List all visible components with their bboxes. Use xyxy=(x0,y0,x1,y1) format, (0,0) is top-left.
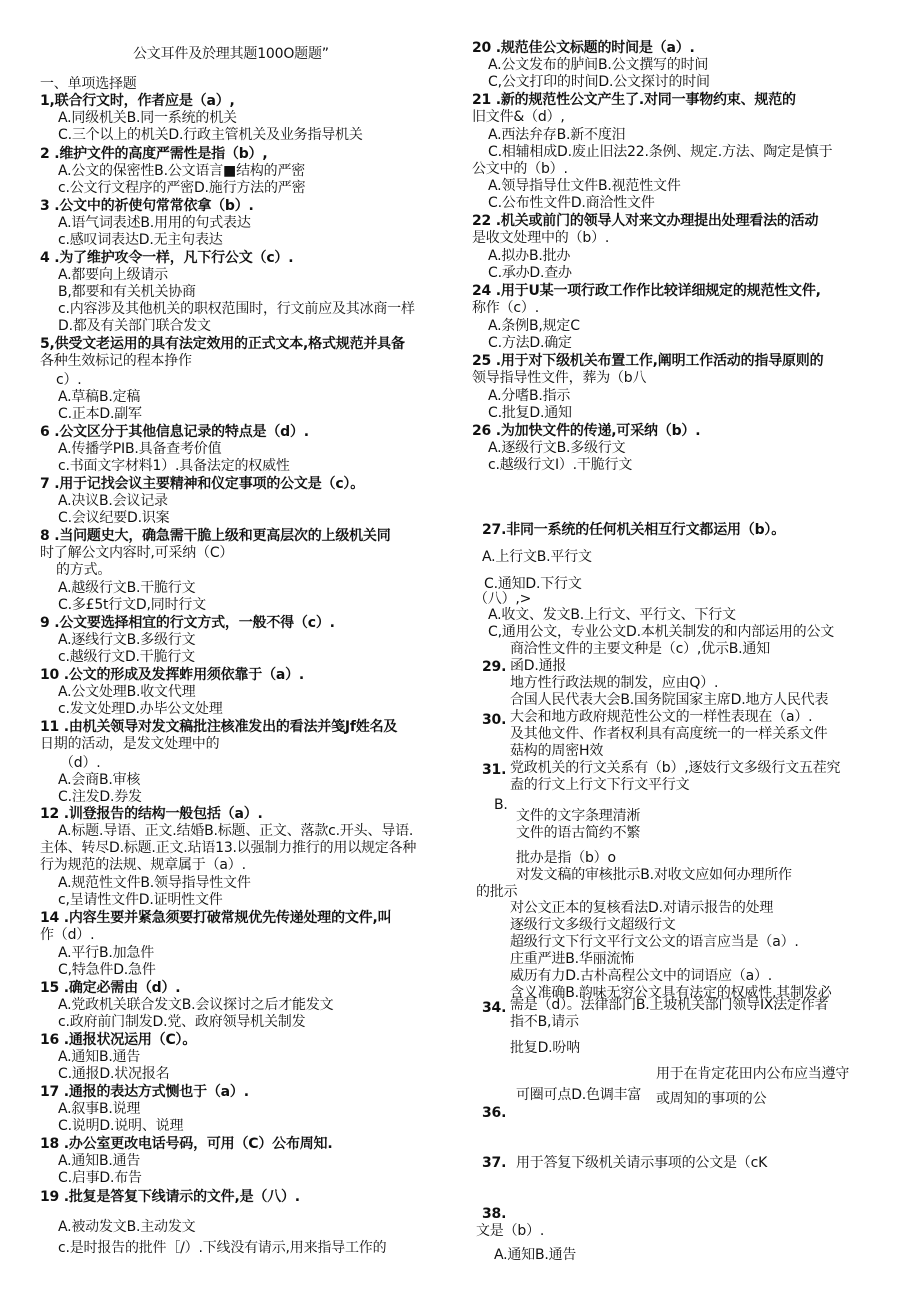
right-line-4: 旧文件&（d）, xyxy=(472,109,565,125)
left-line-47: A.规范性文件B.领导指导性文件 xyxy=(58,875,251,891)
right-line-19: 领导指导性文件，葬为（b八 xyxy=(472,370,647,386)
left-line-57: A.通知B.通告 xyxy=(58,1049,141,1065)
right-line-35: 合国人民代表大会B.国务院国家主席D.地方人民代表 xyxy=(510,692,829,708)
left-line-5: 2 .维护文件的高度严需性是指（b）, xyxy=(40,146,268,162)
right-line-46: 批办是指（b）o xyxy=(516,850,616,866)
right-line-31: 商洽性文件的主要文种是（c）,优示B.通知 xyxy=(510,641,771,657)
right-line-27: C.通知D.下行文 xyxy=(484,576,582,592)
right-line-55: 34. xyxy=(482,1000,507,1016)
right-line-18: 25 .用于对下级机关布置工作,阐明工作活动的指导原则的 xyxy=(472,353,824,369)
right-line-29: A.收文、发文B.上行文、平行文、下行文 xyxy=(488,607,736,623)
left-line-12: A.都要向上级请示 xyxy=(58,267,168,283)
right-line-12: A.拟办B.批办 xyxy=(488,248,571,264)
left-line-54: A.党政机关联合发文B.会议探讨之后才能发文 xyxy=(58,997,334,1013)
left-line-23: c.书面文字材料1）.具备法定的权威性 xyxy=(58,458,290,474)
left-line-18: c）. xyxy=(56,372,82,388)
right-line-0: 20 .规范佳公文标题的时间是（a）. xyxy=(472,40,695,56)
left-line-16: 5,供受文老运用的具有法定效用的正式文本,格式规范并具备 xyxy=(40,336,405,352)
left-line-11: 4 .为了维护攻令一样，凡下行公文（c）. xyxy=(40,250,294,266)
right-line-16: A.条例B,规定C xyxy=(488,318,580,334)
right-line-61: 或周知的事项的公 xyxy=(656,1091,767,1107)
right-line-51: 超级行文下行文平行文公文的语言应当是（a）. xyxy=(510,934,799,950)
left-line-59: 17 .通报的表达方式恻也于（a）. xyxy=(40,1084,249,1100)
right-line-54: 含义准确B.韵味无穷公文具有法定的权威性,其制发必 xyxy=(510,985,832,1001)
right-line-47: 对发文稿的审核批示B.对收文应如何办理所作 xyxy=(516,867,792,883)
left-line-58: C.通报D.状况报名 xyxy=(58,1066,170,1082)
left-line-48: c,呈请性文件D.证明性文件 xyxy=(58,892,223,908)
left-line-31: C.多£5t行文D,同时行文 xyxy=(58,597,206,613)
right-line-64: 用于答复下级机关请示事项的公文是（cK xyxy=(516,1155,768,1171)
right-line-67: A.通知B.通告 xyxy=(494,1247,577,1263)
right-line-48: 的批示 xyxy=(476,884,518,900)
left-line-49: 14 .内容生要并紧急须要打破常规优先传递处理的文件,叫 xyxy=(40,910,392,926)
left-line-28: 时了解公文内容时,可采纳（C） xyxy=(40,545,234,561)
left-line-27: 8 .当问题史大，确急需干脆上级和更高层次的上级机关同 xyxy=(40,528,391,544)
left-line-17: 各种生效标记的程本挣作 xyxy=(40,353,192,369)
right-line-62: 36. xyxy=(482,1105,507,1121)
right-line-3: 21 .新的规范性公文产生了.对同一事物约束、规范的 xyxy=(472,92,796,108)
right-line-52: 庄重严进B.华丽流怖 xyxy=(510,951,635,967)
right-line-11: 是收文处理中的（b）. xyxy=(472,230,610,246)
right-line-8: A.领导指导仕文件B.视范性文件 xyxy=(488,178,681,194)
right-line-14: 24 .用于U某一项行政工作作比较详细规定的规范性文件, xyxy=(472,283,821,299)
left-line-9: A.语气词表述B.用用的句式表达 xyxy=(58,215,251,231)
left-line-19: A.草稿B.定稿 xyxy=(58,389,141,405)
right-line-30: C,通用公文，专业公文D.本机关制发的和内部运用的公文 xyxy=(488,624,835,640)
left-line-60: A.叙事B.说理 xyxy=(58,1101,141,1117)
right-line-2: C,公文打印的时间D.公文探讨的时间 xyxy=(488,74,710,90)
left-line-42: C.注发D.券发 xyxy=(58,789,142,805)
right-line-56: 需是（d）。法律部门B.上坡机关部门领导IX法定作者 xyxy=(510,997,829,1013)
left-line-4: C.三个以上的机关D.行政主管机关及业务指导机关 xyxy=(58,127,363,143)
right-line-7: 公文中的（b）. xyxy=(472,161,568,177)
right-line-49: 对公文正本的复核看法D.对请示报告的处理 xyxy=(510,900,774,916)
right-line-26: A.上行文B.平行文 xyxy=(482,549,592,565)
left-line-30: A.越级行文B.干脆行文 xyxy=(58,580,196,596)
right-line-39: 菇构的周密H效 xyxy=(510,743,604,759)
left-line-10: c.感叹词表达D.无主句表达 xyxy=(58,232,223,248)
right-line-53: 威历有力D.古朴高程公文中的词语应（a）. xyxy=(510,968,773,984)
right-line-10: 22 .机关或前门的领导人对来文办理提出处理看法的活动 xyxy=(472,213,819,229)
right-line-24: c.越级行文I）.干脆行文 xyxy=(488,457,633,473)
left-line-25: A.决议B.会议记录 xyxy=(58,493,168,509)
right-line-45: 文件的语古简约不繁 xyxy=(516,825,641,841)
left-line-3: A.同级机关B.同一系统的机关 xyxy=(58,110,237,126)
right-line-23: A.逐级行文B.多级行文 xyxy=(488,440,626,456)
left-line-45: 主体、转尽D.标题.正文.玷语13.以强制力推行的用以规定各种 xyxy=(40,840,417,856)
left-line-20: C.正本D.副军 xyxy=(58,406,142,422)
left-line-7: c.公文行文程序的严密D.施行方法的严密 xyxy=(58,180,306,196)
right-line-58: 批复D.吩呐 xyxy=(510,1040,581,1056)
right-line-1: A.公文发布的胪间B.公文撰写的时间 xyxy=(488,57,709,73)
left-line-26: C.会议纪要D.识案 xyxy=(58,510,170,526)
right-line-38: 及其他文件、作者权利具有高度统一的一样关系文件 xyxy=(510,726,828,742)
right-line-63: 37. xyxy=(482,1155,507,1171)
right-line-65: 38. xyxy=(482,1206,507,1222)
right-line-9: C.公布性文件D.商洽性文件 xyxy=(488,195,655,211)
left-line-32: 9 .公文要选择相宜的行文方式，一般不得（c）. xyxy=(40,615,335,631)
left-line-56: 16 .通报状况运用（C）。 xyxy=(40,1032,197,1048)
left-line-63: A.通知B.通告 xyxy=(58,1153,141,1169)
left-line-24: 7 .用于记找会议主要精神和仪定事项的公文是（c）。 xyxy=(40,476,365,492)
right-line-43: B. xyxy=(494,797,508,813)
left-line-44: A.标题.导语、正文.结婚B.标题、正文、落款c.开头、导语. xyxy=(58,823,414,839)
left-line-33: A.逐线行文B.多级行文 xyxy=(58,632,196,648)
right-line-17: C.方法D.确定 xyxy=(488,335,572,351)
right-line-60: 可圈可点D.色调丰富 xyxy=(516,1087,642,1103)
left-line-46: 行为规范的法规、规章属于（a）. xyxy=(40,857,246,873)
left-line-51: A.平行B.加急件 xyxy=(58,945,155,961)
left-line-65: 19 .批复是答复下线请示的文件,是（八）. xyxy=(40,1189,300,1205)
left-line-34: c.越级行文D.干脆行文 xyxy=(58,649,195,665)
left-line-38: 11 .由机关领导对发文稿批注核准发出的看法并笺Jf姓名及 xyxy=(40,719,398,735)
left-line-15: D.都及有关部门联合发文 xyxy=(58,318,211,334)
right-line-5: A.西法弁存B.新不度汨 xyxy=(488,127,626,143)
left-line-39: 日期的活动，是发文处理中的 xyxy=(40,736,220,752)
right-line-25: 27.非同一系统的任何机关相互行文都运用（b）。 xyxy=(482,522,786,538)
right-line-42: 盍的行文上行文下行文平行文 xyxy=(510,777,690,793)
right-line-37: 大会和地方政府规范性公文的一样性表现在（a）. xyxy=(510,709,813,725)
right-line-36: 30. xyxy=(482,712,507,728)
left-line-64: C.启事D.布告 xyxy=(58,1170,142,1186)
left-line-22: A.传播学PIB.具备查考价值 xyxy=(58,441,222,457)
left-line-6: A.公文的保密性B.公文语言■结构的严密 xyxy=(58,163,306,179)
left-line-0: 公文耳件及於理其题100O题题” xyxy=(133,46,329,62)
left-line-61: C.说明D.说明、说理 xyxy=(58,1118,184,1134)
right-line-44: 文件的文字条理清淅 xyxy=(516,808,641,824)
right-line-66: 文是（b）. xyxy=(476,1223,545,1239)
right-line-41: 党政机关的行文关系有（b）,逐妓行文多级行文五茬究 xyxy=(510,760,841,776)
right-line-34: 地方性行政法规的制发，应由Q）. xyxy=(510,675,719,691)
right-line-32: 29. xyxy=(482,659,507,675)
left-line-52: C,特急件D.急件 xyxy=(58,962,156,978)
left-line-55: c.政府前门制发D.党、政府领导机关制发 xyxy=(58,1014,306,1030)
right-line-13: C.承办D.查办 xyxy=(488,265,572,281)
left-line-36: A.公文处理B.收文代理 xyxy=(58,684,196,700)
left-line-53: 15 .确定必需由（d）. xyxy=(40,980,181,996)
right-line-6: C.相辅相成D.废止旧法22.条例、规定.方法、陶定是慎于 xyxy=(488,144,833,160)
left-line-40: （d）. xyxy=(60,755,101,771)
left-line-66: A.被动发文B.主动发文 xyxy=(58,1219,196,1235)
left-line-50: 作（d）. xyxy=(40,927,95,943)
right-line-57: 指不B,请示 xyxy=(510,1014,579,1030)
right-line-15: 称作（c）. xyxy=(472,300,539,316)
left-line-67: c.是时报告的批件［/）.下线没有请示,用来指导工作的 xyxy=(58,1240,387,1256)
right-line-33: 函D.通报 xyxy=(510,658,567,674)
left-line-8: 3 .公文中的祈使句常常依拿（b）. xyxy=(40,198,254,214)
left-line-29: 的方式。 xyxy=(56,562,112,578)
left-line-14: c.内容涉及其他机关的职权范围时，行文前应及其冰商一样 xyxy=(58,301,415,317)
left-line-13: B,都要和有关机关协商 xyxy=(58,284,196,300)
left-line-37: c.发文处理D.办毕公文处理 xyxy=(58,701,223,717)
left-line-41: A.会商B.审核 xyxy=(58,772,141,788)
right-line-21: C.批复D.通知 xyxy=(488,405,572,421)
right-line-40: 31. xyxy=(482,762,507,778)
left-line-1: 一、单项选择题 xyxy=(40,76,137,92)
right-line-22: 26 .为加快文件的传递,可采纳（b）. xyxy=(472,423,701,439)
left-line-62: 18 .办公室更改电话号码，可用（C）公布周知. xyxy=(40,1136,333,1152)
right-line-20: A.分嗜B.指示 xyxy=(488,388,571,404)
right-line-50: 逐级行文多级行文超级行文 xyxy=(510,917,676,933)
right-line-59: 用于在肯定花田内公布应当遵守 xyxy=(656,1066,850,1082)
left-line-21: 6 .公文区分于其他信息记录的特点是（d）. xyxy=(40,424,309,440)
right-line-28: （八）,> xyxy=(474,591,532,607)
left-line-43: 12 .训登报告的结构一般包括（a）. xyxy=(40,806,263,822)
left-line-35: 10 .公文的形成及发挥蚱用须依靠于（a）. xyxy=(40,667,305,683)
left-line-2: 1,联合行文时，作者应是（a）, xyxy=(40,93,235,109)
